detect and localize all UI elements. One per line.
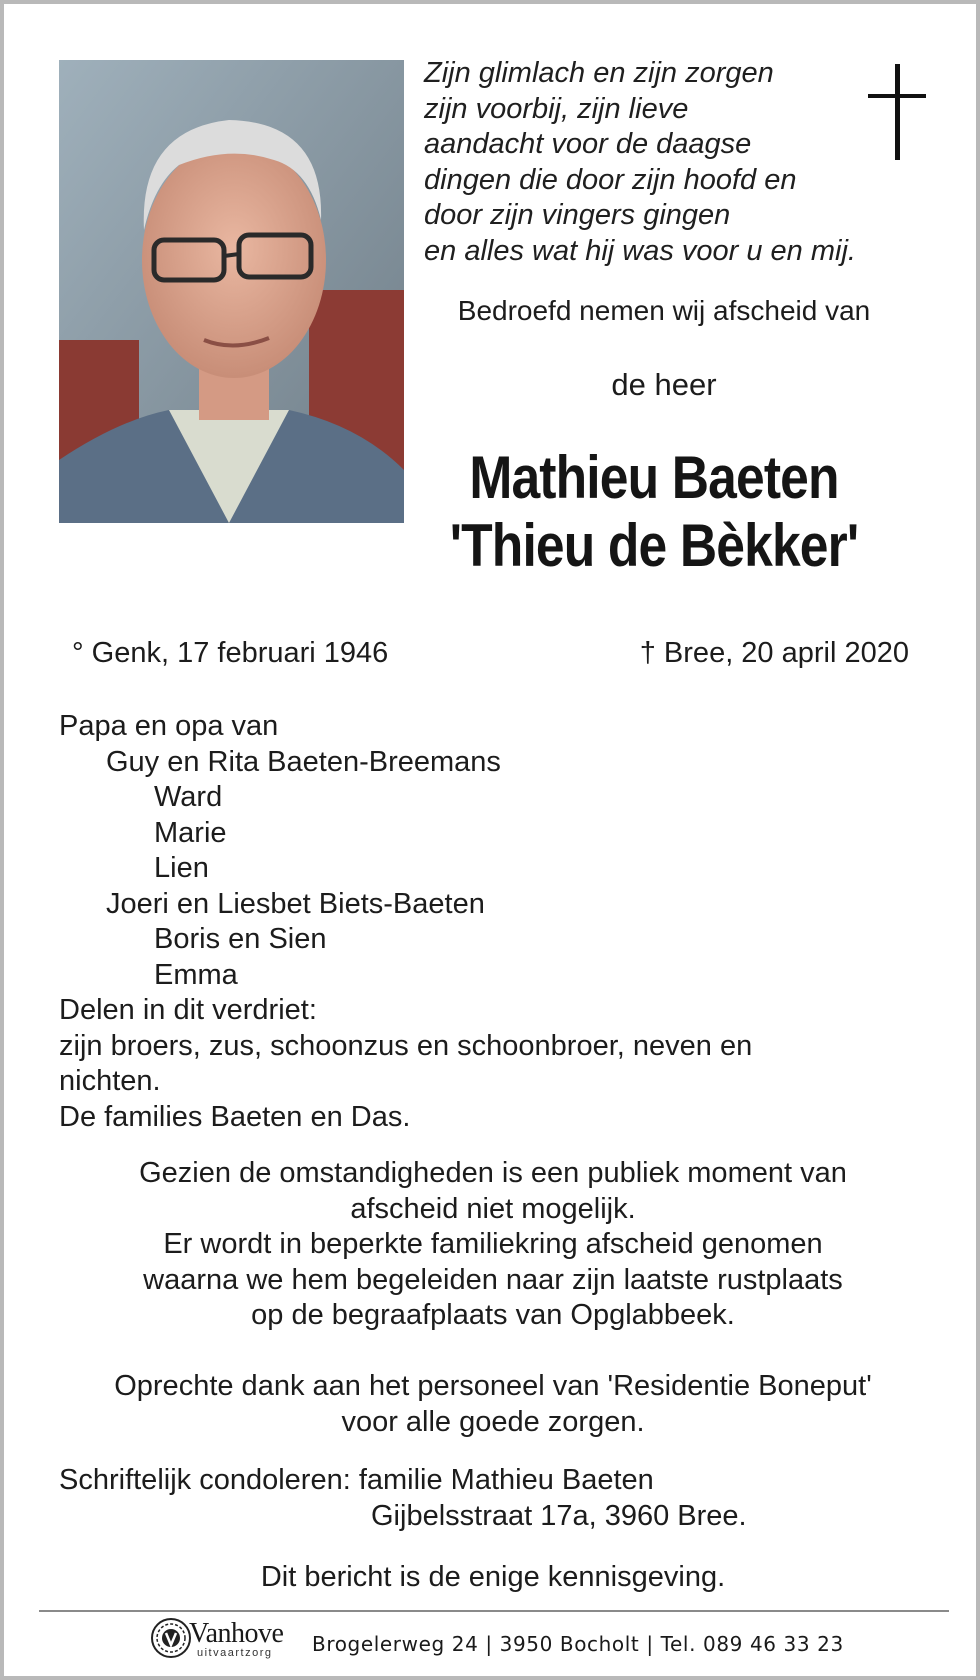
deceased-name: Mathieu Baeten xyxy=(469,444,839,511)
thanks-line: voor alle goede zorgen. xyxy=(341,1405,645,1438)
poem-line: aandacht voor de daagse xyxy=(424,128,752,160)
grandchild: Marie xyxy=(154,816,227,849)
families-line: De families Baeten en Das. xyxy=(59,1100,411,1133)
condolence-line: Schriftelijk condoleren: familie Mathieu Baeten xyxy=(59,1464,654,1496)
thanks-text xyxy=(59,1369,927,1440)
poem-line: zijn voorbij, zijn lieve xyxy=(424,92,689,125)
footer-divider xyxy=(39,1610,949,1612)
share-heading: Delen in dit verdriet: xyxy=(59,994,317,1026)
footer-address: Brogelerweg 24 | 3950 Bocholt | Tel. 089 46 33 23 xyxy=(312,1632,844,1656)
condolence-address: Gijbelsstraat 17a, 3960 Bree. xyxy=(371,1499,747,1532)
child: Guy en Rita Baeten-Breemans xyxy=(106,745,501,778)
grandchild: Lien xyxy=(154,852,209,884)
final-note: Dit bericht is de enige kennisgeving. xyxy=(260,1561,726,1593)
funeral-home-logo xyxy=(149,1616,304,1664)
vanhove-emblem-icon xyxy=(149,1616,193,1660)
obituary-card xyxy=(4,4,976,1676)
cross-icon xyxy=(868,64,928,164)
poem-line: Zijn glimlach en zijn zorgen xyxy=(424,57,774,89)
grandchild: Emma xyxy=(154,958,238,991)
birth-info: ° Genk, 17 februari 1946 xyxy=(72,637,389,669)
poem-line: en alles wat hij was voor u en mij. xyxy=(424,234,856,267)
share-body: zijn broers, zus, schoonzus en schoonbroer, neven en nichten. xyxy=(59,1029,753,1097)
condolence-info xyxy=(59,1463,747,1534)
portrait-photo xyxy=(59,60,404,523)
deceased-name-block xyxy=(439,444,869,580)
thanks-line: Oprechte dank aan het personeel van 'Residentie Boneput' xyxy=(114,1370,872,1402)
brand-name: Vanhove xyxy=(189,1618,284,1649)
grandchild: Ward xyxy=(154,781,223,813)
notice-line: op de begraafplaats van Opglabbeek. xyxy=(251,1299,735,1331)
ceremony-notice xyxy=(59,1156,927,1334)
intro-text: Bedroefd nemen wij afscheid van xyxy=(457,295,871,326)
grandchild: Boris en Sien xyxy=(154,923,327,955)
family-list xyxy=(59,709,899,1135)
family-heading: Papa en opa van xyxy=(59,710,279,742)
brand-subtitle: uitvaartzorg xyxy=(197,1647,273,1659)
notice-line: afscheid niet mogelijk. xyxy=(350,1192,636,1225)
child: Joeri en Liesbet Biets-Baeten xyxy=(106,887,485,920)
poem-line: dingen die door zijn hoofd en xyxy=(424,163,797,196)
deceased-nickname: 'Thieu de Bèkker' xyxy=(449,512,859,579)
honorific: de heer xyxy=(611,367,717,402)
poem xyxy=(424,56,864,269)
notice-line: Er wordt in beperkte familiekring afscheid genomen xyxy=(163,1228,823,1260)
notice-line: waarna we hem begeleiden naar zijn laatste rustplaats xyxy=(143,1263,843,1296)
notice-line: Gezien de omstandigheden is een publiek moment van xyxy=(139,1157,847,1189)
poem-line: door zijn vingers gingen xyxy=(424,199,731,231)
death-info: † Bree, 20 april 2020 xyxy=(639,637,909,669)
